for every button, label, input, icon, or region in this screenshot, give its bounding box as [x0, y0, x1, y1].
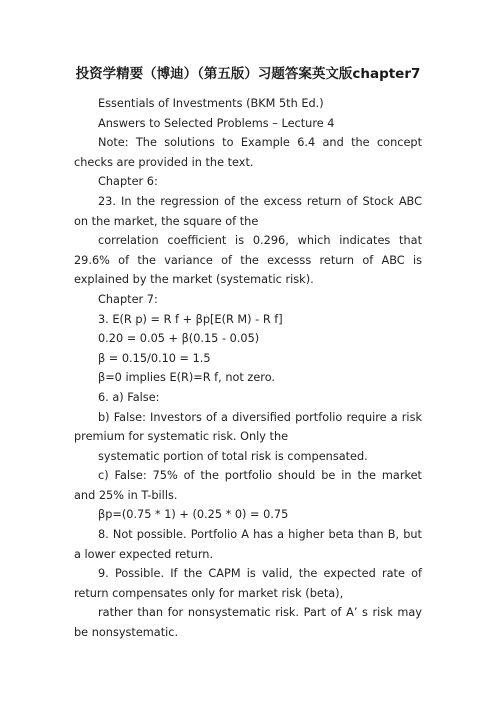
- paragraph-lecture: Answers to Selected Problems – Lecture 4: [98, 116, 335, 130]
- paragraph-q3-substitution: 0.20 = 0.05 + β(0.15 - 0.05): [98, 332, 260, 346]
- paragraph-q9-continued: rather than for nonsystematic risk. Part of A’ s risk may be nonsystematic.: [74, 606, 422, 640]
- heading-chapter-7: Chapter 7:: [98, 292, 158, 306]
- paragraph-q6c: c) False: 75% of the portfolio should be in the market and 25% in T-bills.: [74, 469, 422, 502]
- paragraph-q6a: 6. a) False:: [98, 390, 160, 404]
- paragraph-q6c-beta: βp=(0.75 * 1) + (0.25 * 0) = 0.75: [98, 508, 289, 522]
- paragraph-q23: 23. In the regression of the excess return of Stock ABC on the market, the square of the: [74, 194, 422, 228]
- paragraph-q3-beta-zero: β=0 implies E(R)=R f, not zero.: [98, 371, 276, 385]
- paragraph-q8: 8. Not possible. Portfolio A has a higher beta than B, but a lower expected return.: [74, 528, 422, 561]
- document-title: 投资学精要（博迪）（第五版）习题答案英文版chapter7: [75, 66, 421, 82]
- heading-chapter-6: Chapter 6:: [98, 175, 158, 189]
- paragraph-q3-beta: β = 0.15/0.10 = 1.5: [98, 351, 211, 365]
- paragraph-q6b: b) False: Investors of a diversified portfolio require a risk premium for systematic risk. Only the: [74, 410, 422, 444]
- paragraph-q9: 9. Possible. If the CAPM is valid, the expected rate of return compensates only for market risk (beta),: [74, 567, 422, 600]
- paragraph-q3-formula: 3. E(R p) = R f + βp[E(R M) - R f]: [98, 312, 283, 326]
- paragraph-book-title: Essentials of Investments (BKM 5th Ed.): [98, 97, 324, 110]
- paragraph-q6b-continued: systematic portion of total risk is compensated.: [98, 449, 368, 463]
- paragraph-q23-continued: correlation coefficient is 0.296, which indicates that 29.6% of the variance of the excesss return of ABC is explained by the market (systematic risk).: [74, 234, 422, 287]
- paragraph-note: Note: The solutions to Example 6.4 and the concept checks are provided in the text.: [74, 136, 422, 169]
